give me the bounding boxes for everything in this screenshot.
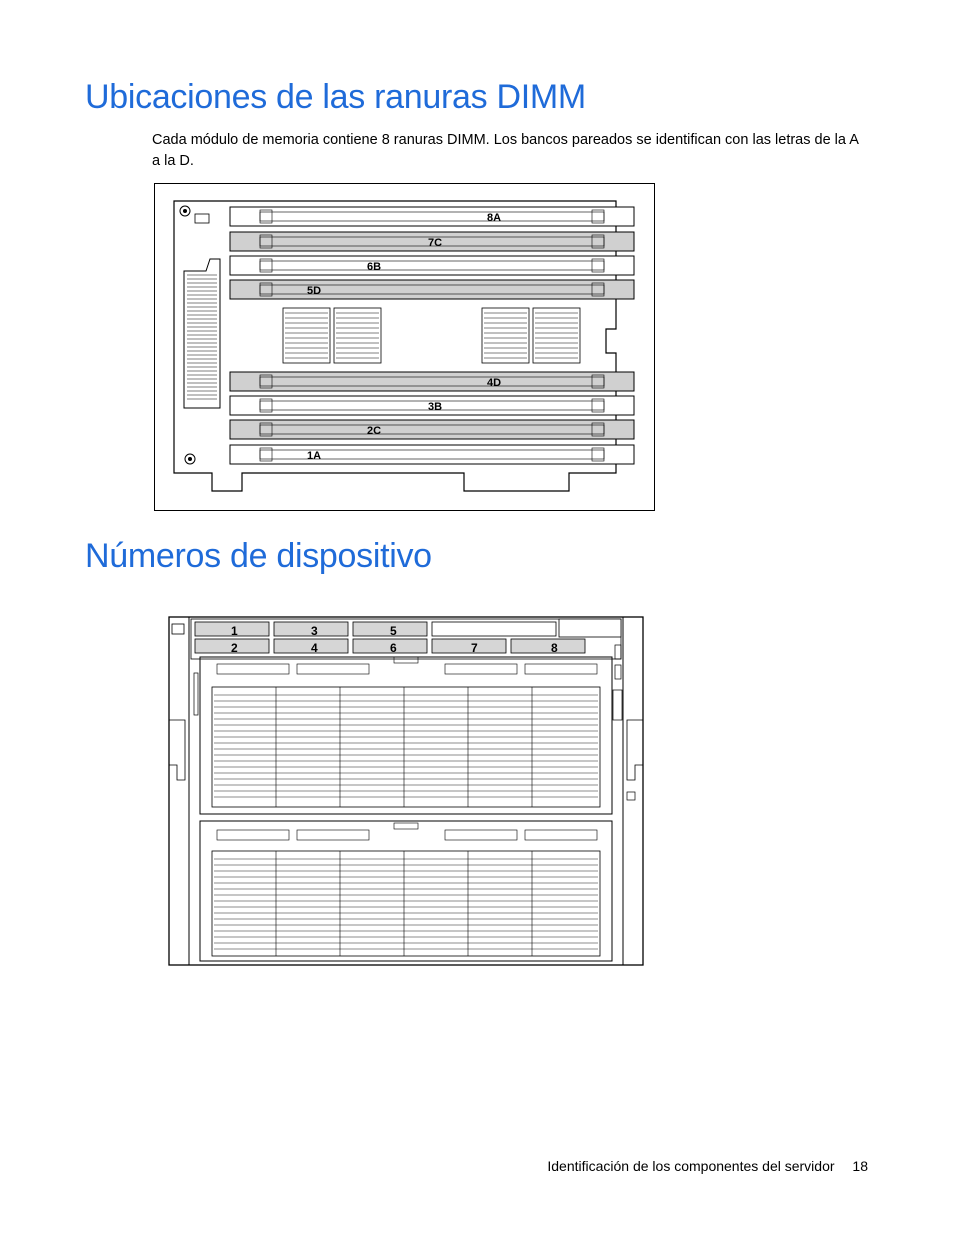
dimm-slot-diagram: [154, 183, 655, 511]
dimm-label-2c: 2C: [367, 425, 382, 437]
dimm-label-5d: 5D: [307, 285, 322, 297]
bay-label-3: 3: [311, 624, 318, 638]
server-front-diagram: [167, 615, 647, 969]
dimm-slot-5d: [230, 280, 634, 299]
dimm-slot-2c: [230, 420, 634, 439]
dimm-label-7c: 7C: [428, 237, 443, 249]
bay-label-8: 8: [551, 641, 558, 655]
bay-label-7: 7: [471, 641, 478, 655]
bay-label-2: 2: [231, 641, 238, 655]
dimm-slot-6b: [230, 256, 634, 275]
page-number: 18: [852, 1158, 868, 1174]
dimm-slot-4d: [230, 372, 634, 391]
dimm-label-6b: 6B: [367, 261, 382, 273]
dimm-label-1a: 1A: [307, 450, 322, 462]
bay-label-5: 5: [390, 624, 397, 638]
dimm-slot-8a: [230, 207, 634, 226]
section-title-device-numbers: Números de dispositivo: [85, 537, 432, 575]
page-footer: [547, 1158, 868, 1174]
dimm-label-3b: 3B: [428, 401, 443, 413]
dimm-slot-1a: [230, 445, 634, 464]
bay-label-6: 6: [390, 641, 397, 655]
bay-label-4: 4: [311, 641, 318, 655]
footer-section-title: Identificación de los componentes del servidor: [547, 1158, 835, 1174]
dimm-label-4d: 4D: [487, 377, 502, 389]
dimm-label-8a: 8A: [487, 212, 502, 224]
section-title-dimm-slots: Ubicaciones de las ranuras DIMM: [85, 78, 586, 116]
dimm-description: Cada módulo de memoria contiene 8 ranuras DIMM. Los bancos pareados se identifican con las letras de la A a la D.: [152, 132, 859, 169]
bay-label-1: 1: [231, 624, 238, 638]
